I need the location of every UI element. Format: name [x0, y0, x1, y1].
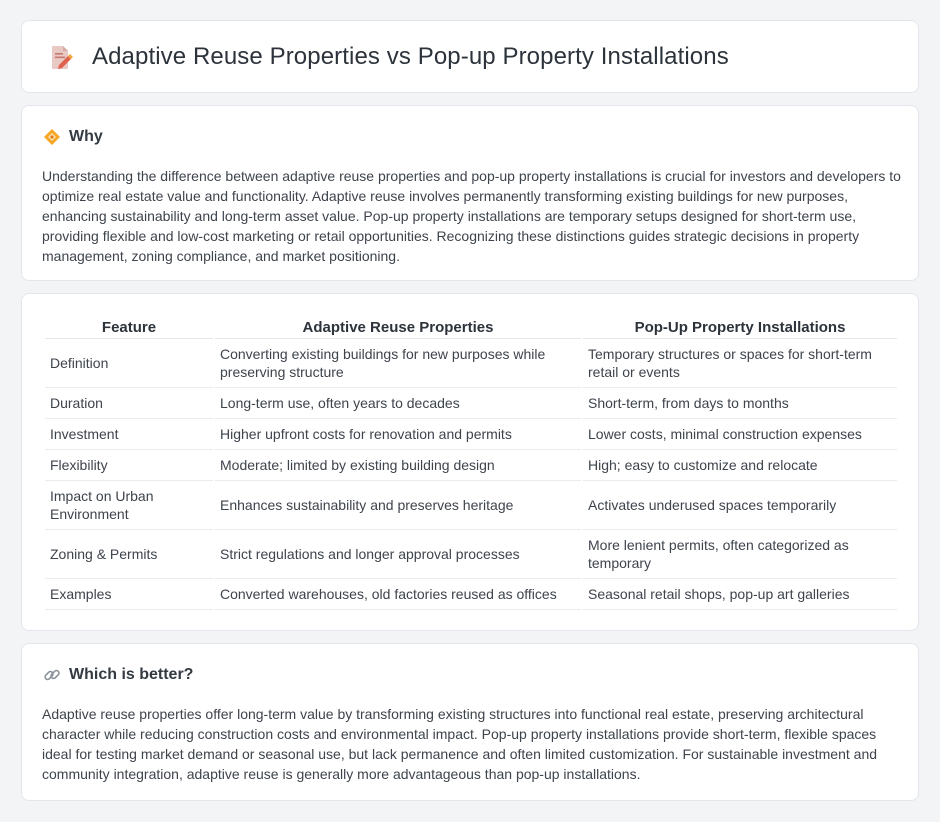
adaptive-reuse-cell: Converting existing buildings for new purposes while preserving structure — [215, 339, 581, 388]
pop-up-cell: High; easy to customize and relocate — [583, 450, 897, 481]
adaptive-reuse-cell: Higher upfront costs for renovation and permits — [215, 419, 581, 450]
pop-up-cell: Activates underused spaces temporarily — [583, 481, 897, 530]
table-row — [45, 388, 897, 419]
better-heading: Which is better? — [69, 666, 194, 683]
adaptive-reuse-cell: Converted warehouses, old factories reused as offices — [215, 579, 581, 610]
feature-cell: Flexibility — [45, 450, 213, 481]
document-pencil-icon — [46, 43, 74, 71]
link-icon — [43, 666, 61, 684]
feature-cell: Investment — [45, 419, 213, 450]
why-heading: Why — [69, 128, 103, 145]
feature-cell: Definition — [45, 339, 213, 388]
pop-up-cell: Seasonal retail shops, pop-up art galleries — [583, 579, 897, 610]
why-heading-row — [43, 128, 103, 146]
pop-up-cell: Lower costs, minimal construction expenses — [583, 419, 897, 450]
feature-cell: Examples — [45, 579, 213, 610]
which-is-better-section — [21, 643, 919, 801]
feature-cell: Zoning & Permits — [45, 530, 213, 579]
adaptive-reuse-cell: Long-term use, often years to decades — [215, 388, 581, 419]
table-row — [45, 481, 897, 530]
page-title: Adaptive Reuse Properties vs Pop-up Property Installations — [92, 43, 729, 70]
header-card — [21, 20, 919, 93]
comparison-section — [21, 293, 919, 631]
table-header-row — [45, 315, 897, 339]
pop-up-cell: Short-term, from days to months — [583, 388, 897, 419]
table-row — [45, 419, 897, 450]
pop-up-cell: More lenient permits, often categorized as temporary — [583, 530, 897, 579]
comparison-table — [43, 315, 899, 610]
pop-up-cell: Temporary structures or spaces for short-term retail or events — [583, 339, 897, 388]
column-header-pop-up: Pop-Up Property Installations — [583, 315, 897, 339]
adaptive-reuse-cell: Moderate; limited by existing building design — [215, 450, 581, 481]
better-heading-row — [43, 666, 193, 684]
table-row — [45, 339, 897, 388]
diamond-warning-icon — [43, 128, 61, 146]
adaptive-reuse-cell: Enhances sustainability and preserves heritage — [215, 481, 581, 530]
adaptive-reuse-cell: Strict regulations and longer approval processes — [215, 530, 581, 579]
table-row — [45, 579, 897, 610]
why-paragraph: Understanding the difference between adaptive reuse properties and pop-up property installations is crucial for investors and developers to optimize real estate value and functionality. Adaptive reuse involves permanently transforming existing buildings for new purposes, enhancing sustainability and long-term asset value. Pop-up property installations are temporary setups designed for short-term use, providing flexible and low-cost marketing or retail opportunities. Recognizing these distinctions guides strategic decisions in property management, zoning compliance, and market positioning. — [42, 168, 901, 264]
column-header-feature: Feature — [45, 315, 213, 339]
feature-cell: Impact on Urban Environment — [45, 481, 213, 530]
table-row — [45, 450, 897, 481]
feature-cell: Duration — [45, 388, 213, 419]
why-section — [21, 105, 919, 281]
table-row — [45, 530, 897, 579]
column-header-adaptive-reuse: Adaptive Reuse Properties — [215, 315, 581, 339]
title-row — [46, 43, 729, 71]
better-paragraph: Adaptive reuse properties offer long-term value by transforming existing structures into functional real estate, preserving architectural character while reducing construction costs and environmental impact. Pop-up property installations provide short-term, flexible spaces ideal for testing market demand or seasonal use, but lack permanence and often limited customization. For sustainable investment and community integration, adaptive reuse is generally more advantageous than pop-up installations. — [42, 706, 878, 782]
